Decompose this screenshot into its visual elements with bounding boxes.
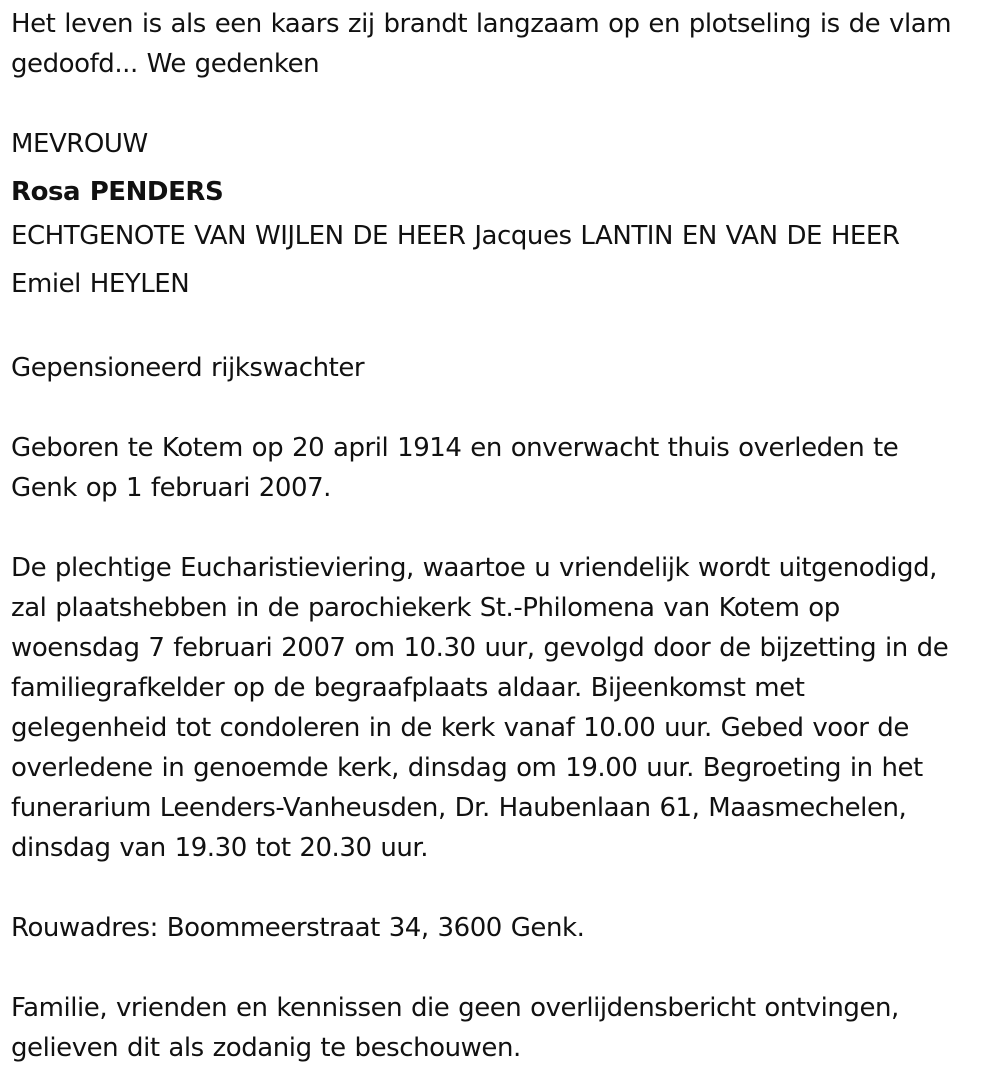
- deceased-name: Rosa PENDERS: [11, 177, 224, 207]
- spacer: [11, 948, 1000, 988]
- ceremony-info: De plechtige Eucharistieviering, waartoe u vriendelijk wordt uitgenodigd, zal plaatshebben in de parochiekerk St.-Philomena van Kotem op woensdag 7 februari 2007 om 10.30 uur, gevolgd door de bijzetting in de familiegrafkelder op de begraafplaats aldaar. Bijeenkomst met gelegenheid tot condoleren in de kerk vanaf 10.00 uur. Gebed voor de overledene in genoemde kerk, dinsdag om 19.00 uur. Begroeting in het funerarium Leenders-Vanheusden, Dr. Haubenlaan 61, Maasmechelen, dinsdag van 19.30 tot 20.30 uur.: [11, 553, 949, 863]
- spacer: [11, 508, 1000, 548]
- birth-death-info: Geboren te Kotem op 20 april 1914 en onverwacht thuis overleden te Genk op 1 februari 2007.: [11, 433, 899, 503]
- spacer: [11, 84, 1000, 124]
- closing-text: Familie, vrienden en kennissen die geen overlijdensbericht ontvingen, gelieven dit als zodanig te beschouwen.: [11, 993, 899, 1063]
- spacer: [11, 308, 1000, 348]
- mourning-address: Rouwadres: Boommeerstraat 34, 3600 Genk.: [11, 913, 585, 943]
- salutation: MEVROUW: [11, 129, 148, 159]
- intro-text: Het leven is als een kaars zij brandt langzaam op en plotseling is de vlam gedoofd... We gedenken: [11, 9, 952, 79]
- spouse-info: ECHTGENOTE VAN WIJLEN DE HEER Jacques LANTIN EN VAN DE HEER Emiel HEYLEN: [11, 221, 900, 299]
- spacer: [11, 388, 1000, 428]
- spacer: [11, 868, 1000, 908]
- profession: Gepensioneerd rijkswachter: [11, 353, 365, 383]
